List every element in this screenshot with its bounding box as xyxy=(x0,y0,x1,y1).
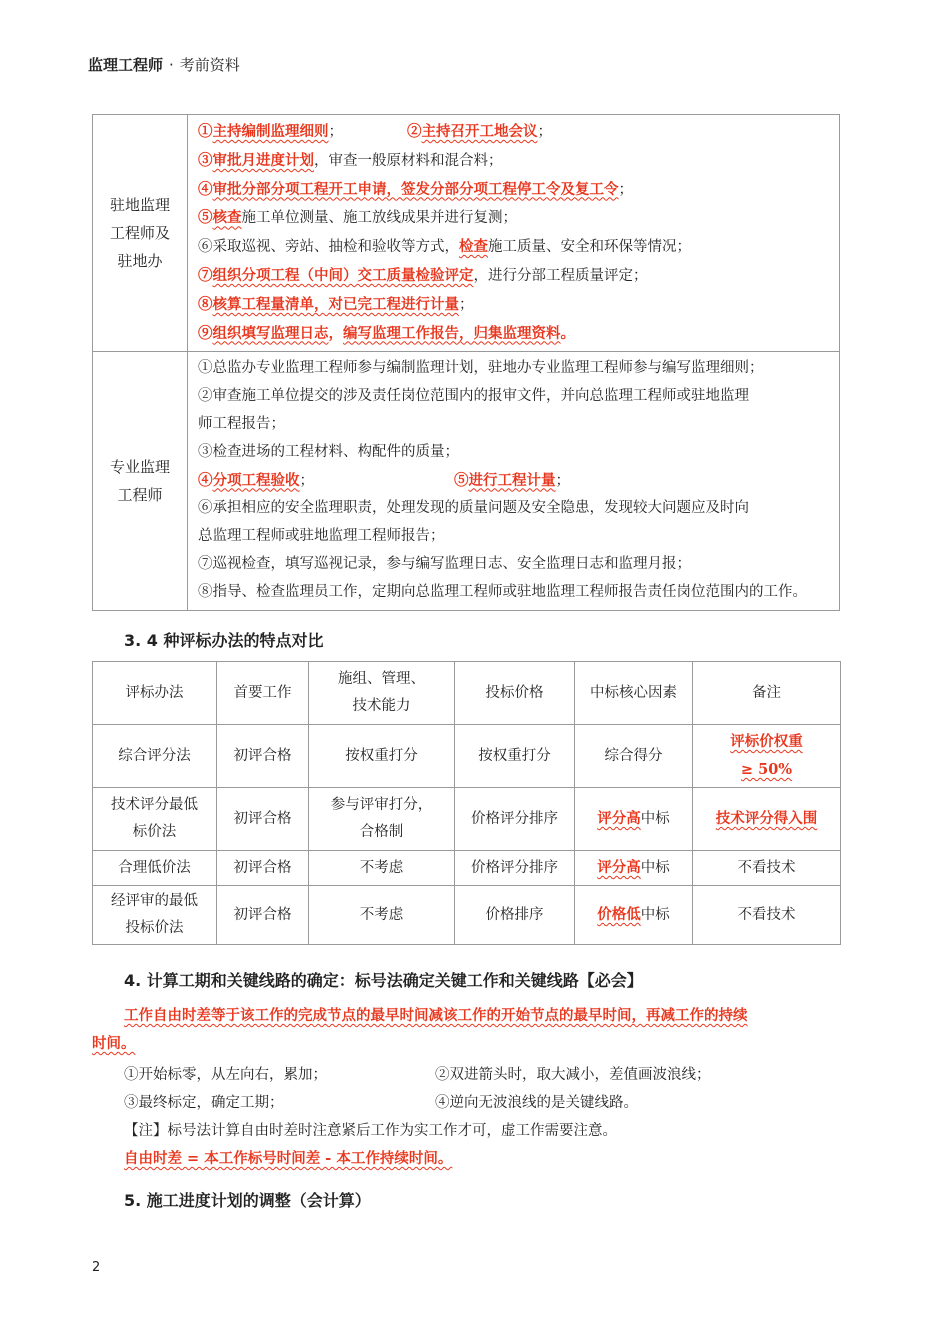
duty-line xyxy=(198,176,833,205)
red-marker: ④ xyxy=(198,180,213,198)
text-run: ； xyxy=(299,472,314,489)
text-run: 初评合格 xyxy=(233,747,292,764)
header-cell xyxy=(693,662,841,725)
duty-line xyxy=(198,383,833,411)
header-label: 技术能力 xyxy=(352,698,411,714)
text-run: ，审查一般原材料和混合料； xyxy=(314,152,503,169)
text-run: 师工程报告； xyxy=(198,415,285,432)
header-label: 备注 xyxy=(752,684,781,701)
text-run: 中标 xyxy=(640,860,670,876)
role-cell xyxy=(93,352,188,610)
highlight-text: 审批月进度计划 xyxy=(212,151,314,169)
duty-line xyxy=(198,233,833,262)
duty-line xyxy=(198,439,833,467)
section5-heading: 5. 施工进度计划的调整（会计算） xyxy=(124,1191,371,1210)
text-run: 施工单位测量、施工放线成果并进行复测； xyxy=(241,210,517,227)
highlight-text: 核算工程量清单，对已完工程进行计量 xyxy=(212,295,459,313)
table-cell xyxy=(217,886,309,945)
duty-line xyxy=(198,411,833,439)
table-cell xyxy=(693,886,841,945)
red-marker: ⑨ xyxy=(198,324,213,342)
text-run: ； xyxy=(537,124,552,140)
duty-line xyxy=(198,579,833,607)
highlight-text: 进行工程计量 xyxy=(468,471,556,489)
table-cell xyxy=(455,725,575,788)
step-item: ①开始标零，从左向右，累加； xyxy=(124,1067,327,1083)
duty-line xyxy=(198,147,833,176)
text-run: 综合评分法 xyxy=(118,747,191,764)
text-run: 参与评审打分， xyxy=(330,797,433,813)
highlight-text: 组织填写监理日志 xyxy=(212,324,329,342)
text-run: ； xyxy=(328,124,343,140)
red-marker: ④ xyxy=(198,471,213,489)
role-cell xyxy=(93,115,188,352)
formula-text xyxy=(124,1147,452,1168)
table-cell xyxy=(309,886,455,945)
text-run: 价格排序 xyxy=(485,906,544,923)
table-cell xyxy=(309,788,455,851)
header-cell xyxy=(309,662,455,725)
duty-line xyxy=(198,262,833,291)
red-marker: ③ xyxy=(198,151,213,169)
section4-heading: 4. 计算工期和关键线路的确定：标号法确定关键工作和关键线路【必会】 xyxy=(124,971,643,990)
role-line: 工程师 xyxy=(117,485,163,504)
role-line: 专业监理 xyxy=(109,457,170,476)
table-cell xyxy=(93,725,217,788)
red-marker: ⑦ xyxy=(198,266,213,284)
role-line: 驻地监理 xyxy=(109,196,170,215)
text-run: ，进行分部工程质量评定； xyxy=(473,267,648,284)
table-cell xyxy=(309,851,455,886)
table-cell xyxy=(455,851,575,886)
text-run: ⑧指导、检查监理员工作，定期向总监理工程师或驻地监理工程师报告责任岗位范围内的工作。 xyxy=(198,583,807,600)
highlight-text: 价格低 xyxy=(597,906,641,923)
duty-line xyxy=(198,523,833,551)
text-run: 合理低价法 xyxy=(118,859,191,876)
highlight-text: 评分高 xyxy=(597,810,641,827)
table-cell xyxy=(575,851,693,886)
highlight-text: 技术评分得入围 xyxy=(715,810,818,827)
table-row xyxy=(93,788,841,851)
duties-cell xyxy=(188,352,840,610)
header-label: 投标价格 xyxy=(485,684,544,701)
section3-heading: 3. 4 种评标办法的特点对比 xyxy=(124,631,324,650)
text-run: 按权重打分 xyxy=(345,747,418,764)
duties-cell xyxy=(188,115,840,352)
text-run: 价格评分排序 xyxy=(471,859,558,876)
text-run: ②审查施工单位提交的涉及责任岗位范围内的报审文件，并向总监理工程师或驻地监理 xyxy=(198,388,749,405)
red-marker: ⑧ xyxy=(198,295,213,313)
text-run: ； xyxy=(618,181,633,198)
duty-line xyxy=(198,320,833,349)
role-line: 工程师及 xyxy=(109,224,170,243)
definition-text: 工作自由时差等于该工作的完成节点的最早时间减该工作的开始节点的最早时间，再减工作的持续 xyxy=(124,1007,748,1024)
text-run: 价格评分排序 xyxy=(471,810,558,827)
duty-line xyxy=(198,495,833,523)
table-cell xyxy=(693,725,841,788)
header-title: 监理工程师 xyxy=(88,56,164,74)
text-run: 中标 xyxy=(640,811,670,827)
text-run: 不看技术 xyxy=(737,859,796,876)
table-cell xyxy=(93,851,217,886)
duty-line xyxy=(198,291,833,320)
table-cell xyxy=(217,788,309,851)
header-label: 施组、管理、 xyxy=(338,671,425,687)
table-cell xyxy=(93,788,217,851)
text-run: 初评合格 xyxy=(233,906,292,923)
red-marker: ② xyxy=(407,123,422,140)
highlight-text: 分项工程验收 xyxy=(212,471,300,489)
text-run: 施工质量、安全和环保等情况； xyxy=(488,239,691,256)
text-run: ； xyxy=(555,472,570,489)
definition-line-1 xyxy=(124,1002,748,1030)
red-marker: ， xyxy=(328,324,343,342)
text-run: 初评合格 xyxy=(233,859,292,876)
text-run: ⑥承担相应的安全监理职责，处理发现的质量问题及安全隐患，发现较大问题应及时向 xyxy=(198,500,749,517)
red-marker: ⑤ xyxy=(454,471,469,489)
text-run: ①总监办专业监理工程师参与编制监理计划，驻地办专业监理工程师参与编写监理细则； xyxy=(198,360,764,377)
text-run: ； xyxy=(459,296,474,313)
page-header xyxy=(88,54,240,75)
step-item: ④逆向无波浪线的是关键线路。 xyxy=(435,1095,638,1111)
text-run: ③检查进场的工程材料、构配件的质量； xyxy=(198,443,459,460)
text-run: 综合得分 xyxy=(604,747,663,764)
step-item: ③最终标定，确定工期； xyxy=(124,1095,284,1111)
step-item: ②双进箭头时，取大减小，差值画波浪线； xyxy=(435,1067,711,1083)
highlight-text: ≥ 50% xyxy=(740,761,793,778)
text-run: 总监理工程师或驻地监理工程师报告； xyxy=(198,528,445,545)
table-header-row xyxy=(93,662,841,725)
table-row xyxy=(93,851,841,886)
table-cell xyxy=(575,725,693,788)
role-line: 驻地办 xyxy=(117,252,163,271)
definition-text: 时间。 xyxy=(92,1035,136,1052)
highlight-text: 主持编制监理细则 xyxy=(212,123,329,140)
text-run: 经评审的最低 xyxy=(111,893,198,909)
table-cell xyxy=(455,788,575,851)
duties-row-resident xyxy=(93,115,840,352)
duties-table xyxy=(92,114,840,611)
duty-line xyxy=(198,467,833,496)
red-marker: ⑤ xyxy=(198,209,213,227)
header-label: 评标办法 xyxy=(125,684,184,701)
text-run: 不考虑 xyxy=(359,906,404,923)
text-run: 中标 xyxy=(640,907,670,923)
definition-line-2 xyxy=(92,1030,136,1058)
highlight-text: 评标价权重 xyxy=(730,733,803,750)
duty-line xyxy=(198,355,833,383)
text-run: 初评合格 xyxy=(233,810,292,827)
header-cell xyxy=(217,662,309,725)
text-run: 技术评分最低 xyxy=(111,797,198,813)
duty-line xyxy=(198,204,833,233)
header-label: 中标核心因素 xyxy=(590,684,677,701)
header-cell xyxy=(575,662,693,725)
highlight-text: 检查 xyxy=(459,238,488,256)
red-marker: ① xyxy=(198,123,213,140)
highlight-text: 评分高 xyxy=(597,859,641,876)
text-run: 不考虑 xyxy=(359,859,404,876)
header-label: 首要工作 xyxy=(233,684,292,701)
table-cell xyxy=(693,851,841,886)
highlight-text: 审批分部分项工程开工申请，签发分部分项工程停工令及复工令 xyxy=(212,180,619,198)
header-separator: · xyxy=(169,56,174,74)
text-run: ⑦巡视检查，填写巡视记录，参与编写监理日志、安全监理日志和监理月报； xyxy=(198,555,691,572)
text-run: 按权重打分 xyxy=(478,747,551,764)
duty-line xyxy=(198,118,833,147)
table-cell xyxy=(217,725,309,788)
text-run: 投标价法 xyxy=(125,920,184,936)
highlight-text: 组织分项工程（中间）交工质量检验评定 xyxy=(212,266,474,284)
duties-row-specialist xyxy=(93,352,840,610)
table-cell xyxy=(575,788,693,851)
header-cell xyxy=(455,662,575,725)
highlight-text: 主持召开工地会议 xyxy=(421,123,538,140)
table-cell xyxy=(693,788,841,851)
text-run: 合格制 xyxy=(359,824,404,840)
formula-content: 自由时差 = 本工作标号时间差 - 本工作持续时间。 xyxy=(124,1150,453,1167)
page-number: 2 xyxy=(92,1260,101,1275)
bid-evaluation-table xyxy=(92,661,841,945)
header-subtitle: 考前资料 xyxy=(179,56,240,74)
table-cell xyxy=(93,886,217,945)
table-row xyxy=(93,725,841,788)
table-cell xyxy=(309,725,455,788)
red-marker: 。 xyxy=(560,324,575,342)
text-run: 不看技术 xyxy=(737,906,796,923)
table-cell xyxy=(217,851,309,886)
duty-line xyxy=(198,551,833,579)
highlight-text: 核查 xyxy=(212,209,242,227)
text-run: ⑥采取巡视、旁站、抽检和验收等方式， xyxy=(198,239,459,256)
text-run: 标价法 xyxy=(132,824,177,840)
note-text: 【注】标号法计算自由时差时注意紧后工作为实工作才可，虚工作需要注意。 xyxy=(124,1123,617,1139)
header-cell xyxy=(93,662,217,725)
highlight-text: 编写监理工作报告，归集监理资料 xyxy=(343,324,561,342)
table-cell xyxy=(575,886,693,945)
table-cell xyxy=(455,886,575,945)
table-row xyxy=(93,886,841,945)
